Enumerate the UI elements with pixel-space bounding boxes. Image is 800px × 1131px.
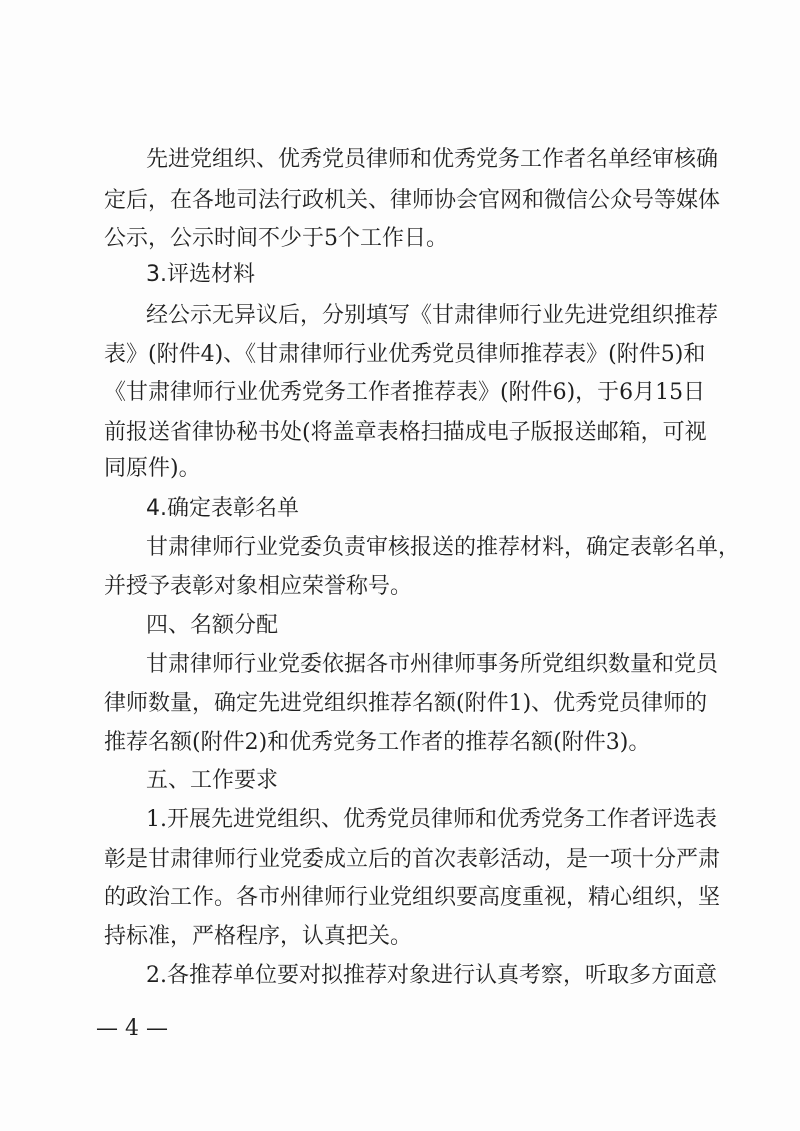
paragraph-line: 经公示无异议后，分别填写《甘肃律师行业先进党组织推荐	[146, 303, 719, 328]
paragraph-line: 同原件)。	[104, 456, 201, 481]
paragraph-line: 甘肃律师行业党委依据各市州律师事务所党组织数量和党员	[146, 652, 719, 677]
paragraph-line: 律师数量，确定先进党组织推荐名额(附件1)、优秀党员律师的	[104, 691, 708, 716]
paragraph-line: 1.开展先进党组织、优秀党员律师和优秀党务工作者评选表	[146, 807, 717, 832]
paragraph-line: 前报送省律协秘书处(将盖章表格扫描成电子版报送邮箱，可视	[104, 420, 707, 445]
paragraph-line: 的政治工作。各市州律师行业党组织要高度重视，精心组织，坚	[104, 885, 721, 910]
paragraph-line: 并授予表彰对象相应荣誉称号。	[104, 574, 413, 599]
paragraph-line: 公示，公示时间不少于5个工作日。	[104, 226, 448, 251]
paragraph-line: 彰是甘肃律师行业党委成立后的首次表彰活动，是一项十分严肃	[104, 847, 721, 872]
paragraph-line: 定后，在各地司法行政机关、律师协会官网和微信公众号等媒体	[104, 188, 721, 213]
paragraph-line: 表》(附件4)、《甘肃律师行业优秀党员律师推荐表》(附件5)和	[104, 342, 706, 367]
paragraph-line: 2.各推荐单位要对拟推荐对象进行认真考察，听取多方面意	[146, 963, 717, 988]
page-number: — 4 —	[96, 1016, 168, 1041]
paragraph-line: 持标准，严格程序，认真把关。	[104, 924, 413, 949]
section-heading: 四、名额分配	[146, 613, 279, 638]
paragraph-line: 先进党组织、优秀党员律师和优秀党务工作者名单经审核确	[146, 147, 719, 172]
subsection-heading: 4.确定表彰名单	[146, 496, 299, 521]
section-heading: 五、工作要求	[146, 768, 279, 793]
paragraph-line: 推荐名额(附件2)和优秀党务工作者的推荐名额(附件3)。	[104, 730, 651, 755]
subsection-heading: 3.评选材料	[146, 262, 255, 287]
paragraph-line: 《甘肃律师行业优秀党务工作者推荐表》(附件6)，于6月15日	[104, 380, 706, 405]
paragraph-line: 甘肃律师行业党委负责审核报送的推荐材料，确定表彰名单，	[146, 535, 741, 560]
